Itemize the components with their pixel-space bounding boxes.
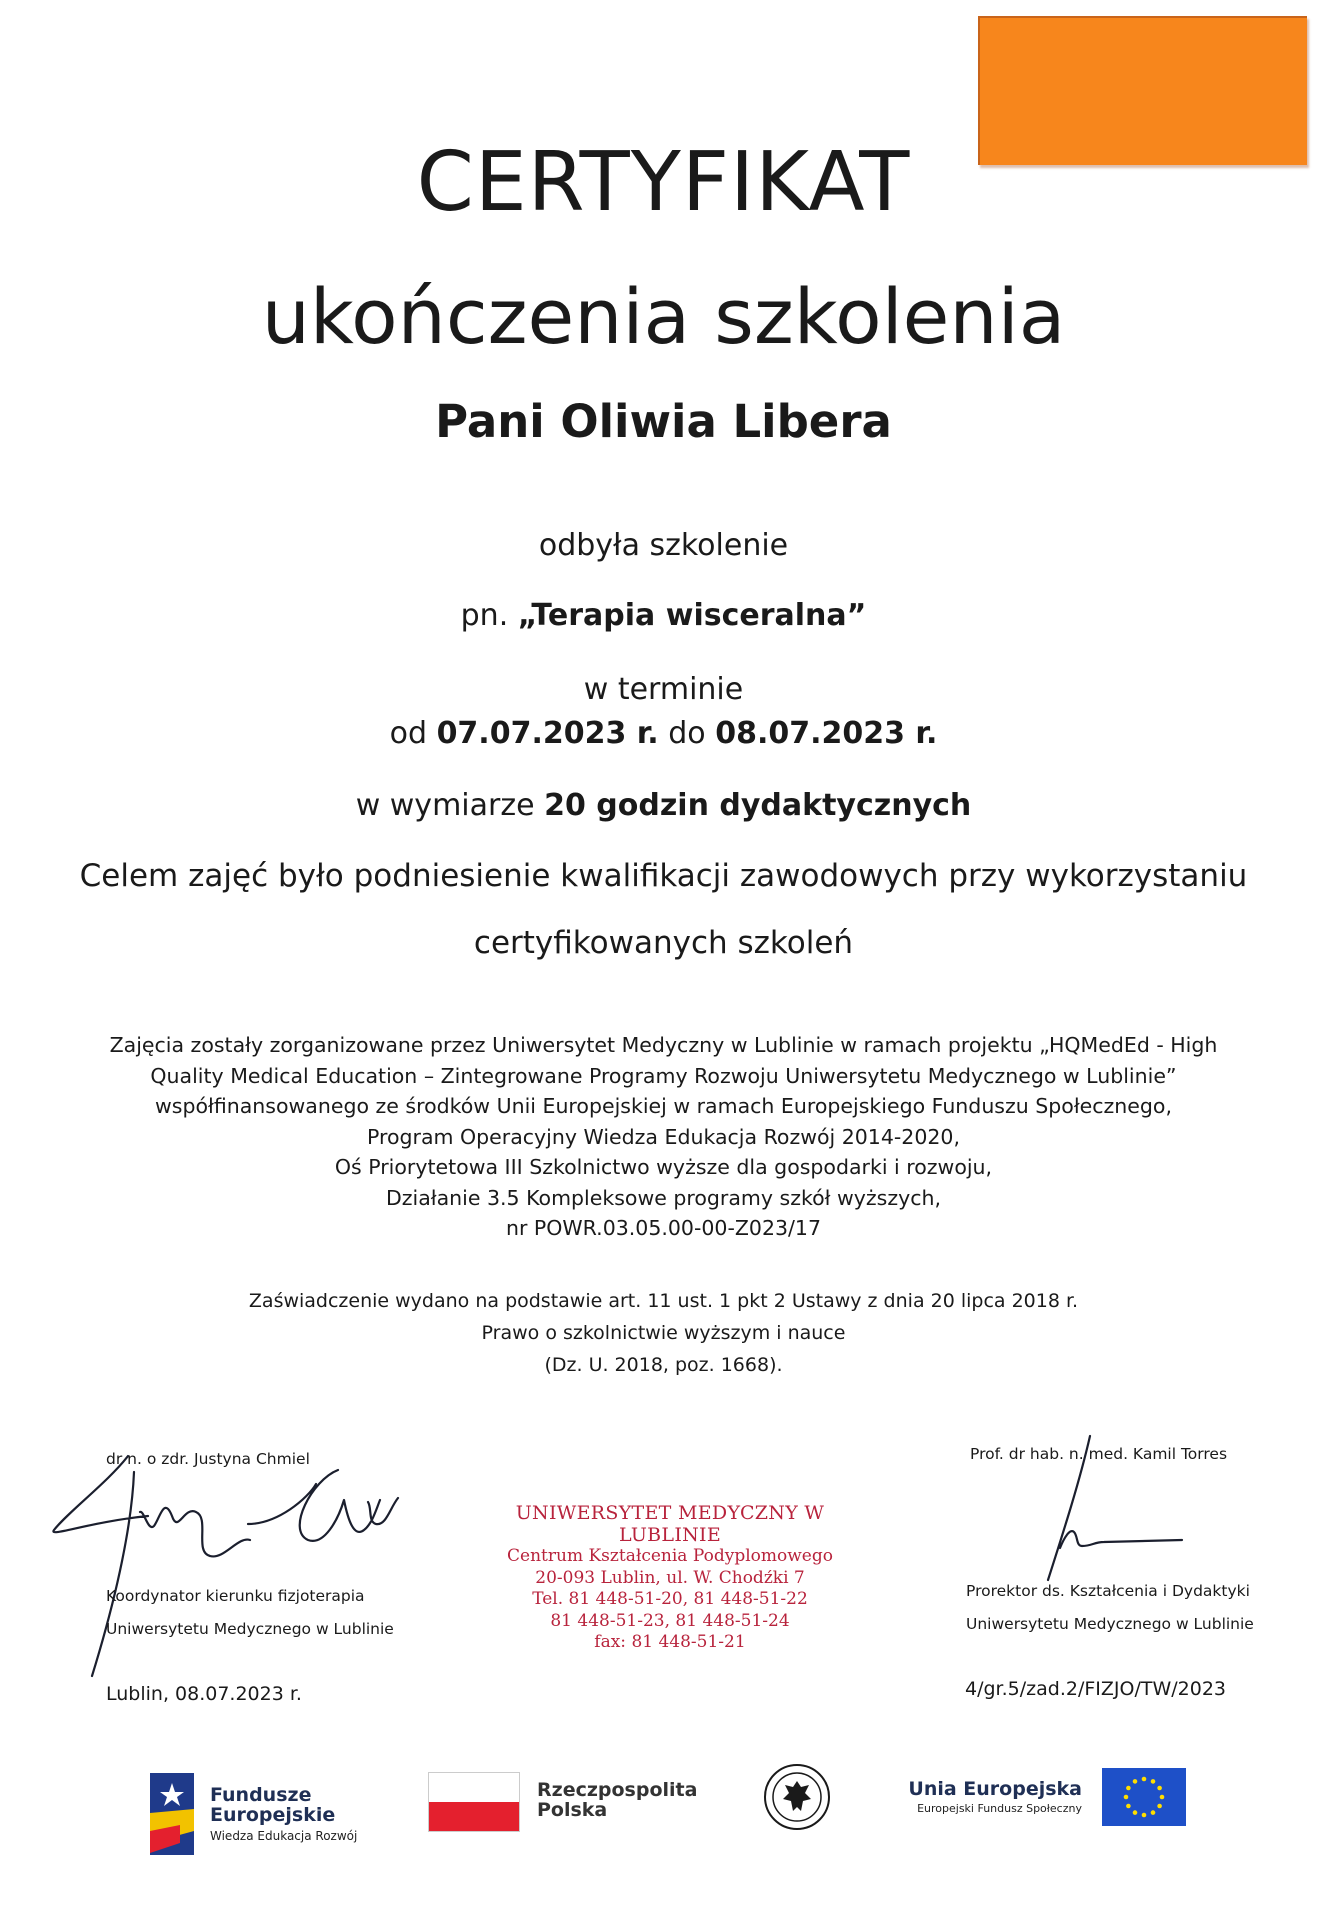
eu-star-icon <box>1124 1795 1129 1800</box>
university-stamp <box>470 1503 870 1654</box>
date-to: 08.07.2023 r. <box>715 716 938 751</box>
goal-line-1: Celem zajęć było podniesienie kwalifikacji zawodowych przy wykorzystaniu <box>79 858 1248 894</box>
certificate-subtitle: ukończenia szkolenia <box>261 272 1066 361</box>
course-name: „Terapia wisceralna” <box>517 598 867 633</box>
project-line: współfinansowanego ze środków Unii Europejskiej w ramach Europejskiego Funduszu Społecznego, <box>155 1094 1172 1118</box>
project-line: Program Operacyjny Wiedza Edukacja Rozwój 2014-2020, <box>367 1124 960 1149</box>
eu-star-icon <box>1126 1804 1131 1809</box>
project-paragraph <box>0 1030 1327 1244</box>
term-label: w terminie <box>583 672 744 707</box>
eu-star-icon <box>1126 1786 1131 1791</box>
stamp-line: 20-093 Lublin, ul. W. Chodźki 7 <box>535 1567 805 1588</box>
certificate-title: CERTYFIKAT <box>416 135 911 230</box>
ue-logo-text <box>880 1778 1082 1818</box>
eu-star-icon <box>1133 1779 1138 1784</box>
hours-prefix: w wymiarze <box>355 788 545 823</box>
left-signatory-role-1: Koordynator kierunku fizjoterapia <box>106 1587 365 1605</box>
rp-logo-text <box>537 1780 697 1820</box>
hours-line <box>0 788 1327 823</box>
project-line: Działanie 3.5 Kompleksowe programy szkół wyższych, <box>385 1185 941 1210</box>
project-line: nr POWR.03.05.00-00-Z023/17 <box>505 1216 822 1240</box>
project-line: Quality Medical Education – Zintegrowane Programy Rozwoju Uniwersytetu Medycznego w Lublinie” <box>150 1063 1177 1088</box>
fe-line-2: Europejskie <box>210 1804 336 1826</box>
reference-number: 4/gr.5/zad.2/FIZJO/TW/2023 <box>965 1678 1227 1700</box>
right-signatory-name: Prof. dr hab. n. med. Kamil Torres <box>970 1445 1228 1463</box>
eu-star-icon <box>1151 1810 1156 1815</box>
eu-star-icon <box>1142 1813 1147 1818</box>
ue-line-1: Unia Europejska <box>908 1778 1082 1800</box>
legal-basis <box>0 1285 1327 1381</box>
eu-star-icon <box>1151 1779 1156 1784</box>
recipient-name: Pani Oliwia Libera <box>435 395 892 448</box>
stamp-line: 81 448-51-23, 81 448-51-24 <box>550 1610 790 1631</box>
right-signatory-role-2: Uniwersytetu Medycznego w Lublinie <box>966 1615 1254 1633</box>
hours-value: 20 godzin dydaktycznych <box>544 788 972 823</box>
eu-star-icon <box>1160 1795 1165 1800</box>
goal-line-2: certyfikowanych szkoleń <box>473 925 854 961</box>
project-line: Oś Priorytetowa III Szkolnictwo wyższe dla gospodarki i rozwoju, <box>334 1155 993 1179</box>
right-handwritten-signature <box>1020 1430 1195 1590</box>
fundusze-europejskie-logo-icon <box>150 1773 194 1855</box>
date-to-label: do <box>658 716 716 751</box>
fe-line-3: Wiedza Edukacja Rozwój <box>210 1829 358 1843</box>
ue-line-2: Europejski Fundusz Społeczny <box>917 1802 1082 1815</box>
course-line <box>0 598 1327 633</box>
eu-star-icon <box>1157 1804 1162 1809</box>
stamp-line: fax: 81 448-51-21 <box>594 1632 746 1652</box>
date-from: 07.07.2023 r. <box>436 716 659 751</box>
right-signatory-role-1: Prorektor ds. Kształcenia i Dydaktyki <box>966 1582 1250 1600</box>
stamp-line: Centrum Kształcenia Podyplomowego <box>507 1546 833 1566</box>
eu-star-icon <box>1133 1810 1138 1815</box>
rp-line-1: Rzeczpospolita <box>537 1779 698 1801</box>
course-prefix: pn. <box>460 598 518 633</box>
eu-star-icon <box>1142 1777 1147 1782</box>
stamp-line: Tel. 81 448-51-20, 81 448-51-22 <box>532 1589 808 1609</box>
left-signatory-name: dr n. o zdr. Justyna Chmiel <box>106 1450 310 1468</box>
stamp-line: UNIWERSYTET MEDYCZNY W LUBLINIE <box>515 1502 825 1546</box>
left-handwritten-signature <box>48 1452 418 1682</box>
legal-line: (Dz. U. 2018, poz. 1668). <box>544 1354 783 1376</box>
eu-flag-icon <box>1102 1768 1186 1826</box>
completed-line: odbyła szkolenie <box>538 528 789 563</box>
polish-flag-icon <box>428 1772 520 1832</box>
left-signatory-role-2: Uniwersytetu Medycznego w Lublinie <box>106 1620 394 1638</box>
fe-line-1: Fundusze <box>210 1784 312 1806</box>
project-line: Zajęcia zostały zorganizowane przez Uniwersytet Medyczny w Lublinie w ramach projektu „HQMedEd - High <box>109 1033 1218 1057</box>
date-range <box>0 716 1327 751</box>
eu-star-icon <box>1157 1786 1162 1791</box>
legal-line: Zaświadczenie wydano na podstawie art. 11 ust. 1 pkt 2 Ustawy z dnia 20 lipca 2018 r. <box>248 1290 1079 1312</box>
place-date: Lublin, 08.07.2023 r. <box>106 1683 302 1705</box>
legal-line: Prawo o szkolnictwie wyższym i nauce <box>481 1322 846 1344</box>
fe-logo-text <box>210 1785 357 1847</box>
university-seal-icon <box>763 1763 831 1831</box>
rp-line-2: Polska <box>537 1799 608 1821</box>
date-from-label: od <box>389 716 437 751</box>
